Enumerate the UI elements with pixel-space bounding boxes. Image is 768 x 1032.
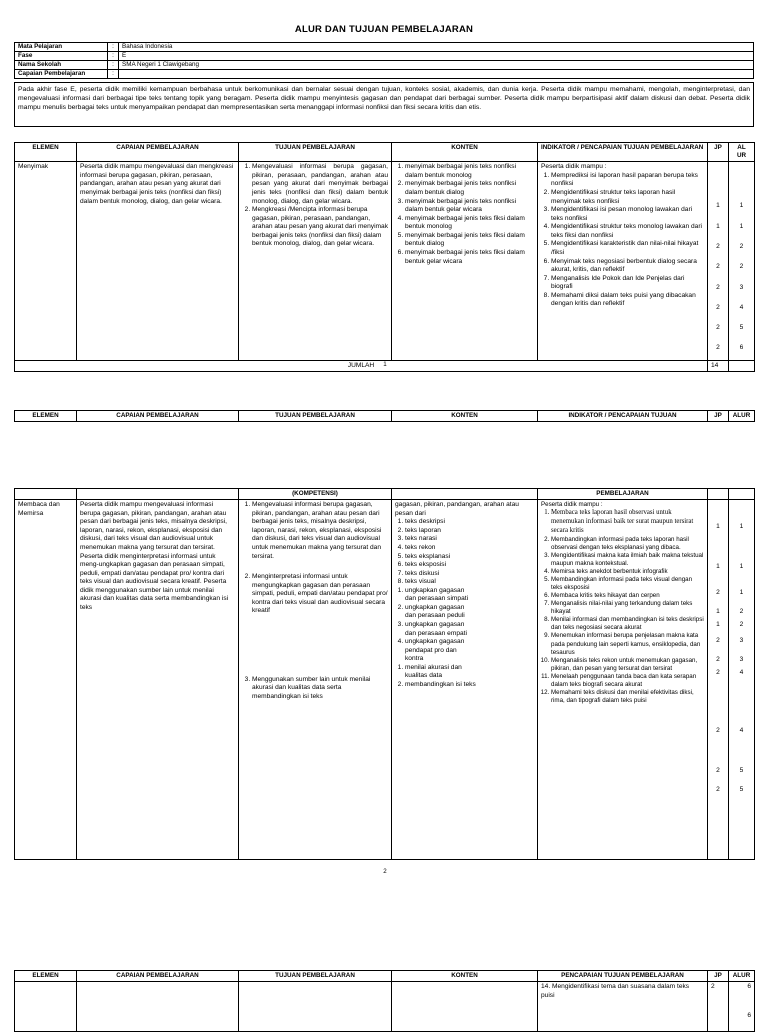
- info-separator: :: [108, 52, 119, 61]
- table-header-row: [15, 143, 755, 162]
- alur-value: 2: [739, 621, 744, 629]
- table-row: [15, 500, 755, 860]
- objective-item: 1. Mengevaluasi informasi berupa gagasan, pikiran, perasaan, pandangan, arahan atau pesan yang akurat dari menyimak berbagai jenis teks (nonfiksi dan fiksi) dalam bentuk monolog, dialog, dan gelar wicara.: [252, 163, 388, 206]
- column-header: TUJUAN PEMBELAJARAN: [239, 971, 392, 982]
- column-header: AL UR: [729, 143, 755, 162]
- total-label: JUMLAH: [15, 360, 708, 372]
- info-value: Bahasa Indonesia: [119, 43, 754, 52]
- indicator-item: 3. Mengidentifikasi isi pesan monolog lawakan dari teks nonfiksi: [551, 206, 704, 223]
- indicator-item: 2. Membandingkan informasi pada teks laporan hasil observasi dengan teks eksplanasi yang dibaca.: [551, 536, 704, 552]
- alur-value: 1: [739, 589, 744, 597]
- column-header: JP: [708, 143, 729, 162]
- alur-value: 5: [739, 767, 744, 775]
- jp-value: 2: [716, 669, 720, 677]
- jp-value: 1: [716, 621, 720, 629]
- jp-value: 2: [716, 283, 720, 291]
- indicator-item: 11. Menelaah penggunaan tanda baca dan kata serapan dalam teks biografi secara akurat: [551, 673, 704, 689]
- indicator-item: 7. Menganalisis Ide Pokok dan Ide Penjelas dari biografi: [551, 275, 704, 292]
- indicator-item: 1. Memprediksi isi laporan hasil paparan berupa teks nonfiksi: [551, 172, 704, 189]
- empty-header: [392, 489, 538, 500]
- indicator-intro: Peserta didik mampu :: [541, 163, 607, 171]
- column-header: KONTEN: [392, 411, 538, 422]
- info-label: Nama Sekolah: [15, 61, 108, 70]
- column-header: ALUR: [729, 971, 755, 982]
- jp-value: 2: [708, 982, 729, 1032]
- jp-value: 1: [716, 222, 720, 230]
- content-item: 5. menyimak berbagai jenis teks fiksi dalam bentuk dialog: [405, 232, 534, 249]
- indicator-item: 5. Mengidentifikasi karakteristik dan nilai-nilai hikayat /fiksi: [551, 240, 704, 257]
- learning-table-2-header: [14, 410, 755, 422]
- indicator-item: 8. Memahami diksi dalam teks puisi yang dibacakan dengan kritis dan reflektif: [551, 292, 704, 309]
- jp-value: 2: [716, 656, 720, 664]
- column-header: (KOMPETENSI): [239, 489, 392, 500]
- page-number: 1: [383, 361, 387, 368]
- jp-value: 2: [716, 727, 720, 735]
- indicator-item: 1. Membaca teks laporan hasil observasi untuk menemukan informasi baik ter surat maupun tersirat secara kritis: [551, 509, 704, 535]
- alur-value: 2: [739, 608, 744, 616]
- content-item: 6. teks eksposisi: [405, 561, 534, 570]
- info-table: [14, 42, 754, 79]
- content-item: 2. teks laporan: [405, 527, 534, 536]
- content-item: 4. ungkapkan gagasan pendapat pro dan kontra: [405, 638, 469, 664]
- column-header: INDIKATOR / PENCAPAIAN TUJUAN: [538, 411, 708, 422]
- learning-table-1: [14, 142, 755, 372]
- alur-value: 6: [747, 1011, 751, 1019]
- info-label: Fase: [15, 52, 108, 61]
- table-header-row: [15, 489, 755, 500]
- column-header: PEMBELAJARAN: [538, 489, 708, 500]
- jp-value: 2: [716, 786, 720, 794]
- indicator-item: 12. Memahami teks diskusi dan menilai efektivitas diksi, rima, dan tipografi dalam teks puisi: [551, 689, 704, 705]
- table-row: [15, 982, 755, 1032]
- column-header: JP: [708, 971, 729, 982]
- indicator-item: 4. Mengidentifikasi struktur teks monolog lawakan dari teks fiksi dan nonfiksi: [551, 223, 704, 240]
- alur-value: 5: [739, 324, 744, 332]
- jp-cell: [708, 162, 729, 360]
- info-value: SMA Negeri 1 Clawigebang: [119, 61, 754, 70]
- alur-cell: [729, 500, 755, 860]
- empty-cell: [729, 360, 755, 372]
- content-item: 2. ungkapkan gagasan dan perasaan peduli: [405, 604, 469, 621]
- jp-value: 2: [716, 637, 720, 645]
- info-separator: :: [108, 61, 119, 70]
- column-header: CAPAIAN PEMBELAJARAN: [77, 971, 239, 982]
- column-header: ALUR: [729, 411, 755, 422]
- info-value: E: [119, 52, 754, 61]
- indicator-item: 14. Mengidentifikasi tema dan suasana dalam teks puisi: [538, 982, 708, 1032]
- column-header: KONTEN: [392, 143, 538, 162]
- column-header: ELEMEN: [15, 143, 77, 162]
- content-item: 2. menyimak berbagai jenis teks nonfiksi dalam bentuk dialog: [405, 180, 534, 197]
- indicator-item: 8. Menilai informasi dan membandingkan isi teks deskripsi dan teks negosiasi secara akurat: [551, 616, 704, 632]
- objectives-cell: [239, 162, 392, 360]
- content-item: 8. teks visual: [405, 578, 534, 587]
- jp-value: 2: [716, 324, 720, 332]
- alur-value: 1: [739, 222, 744, 230]
- alur-value: 1: [739, 202, 744, 210]
- learning-table-3: [14, 488, 755, 860]
- alur-cell: [729, 162, 755, 360]
- column-header: JP: [708, 411, 729, 422]
- content-item: 1. ungkapkan gagasan dan perasaan simpati: [405, 587, 469, 604]
- indicator-cell: [538, 162, 708, 360]
- alur-value: 3: [739, 637, 744, 645]
- content-intro: gagasan, pikiran, pandangan, arahan atau pesan dari: [395, 501, 519, 517]
- content-item: 1. menyimak berbagai jenis teks nonfiksi dalam bentuk monolog: [405, 163, 534, 180]
- indicator-item: 5. Membandingkan informasi pada teks visual dengan teks eksposisi: [551, 576, 704, 592]
- content-item: 2. membandingkan isi teks: [405, 681, 477, 690]
- empty-cell: [392, 982, 538, 1032]
- indicator-item: 3. Mengidentifikasi makna kata ilmiah baik makna tekstual maupun makna kontekstual.: [551, 552, 704, 568]
- content-item: 4. teks rekon: [405, 544, 534, 553]
- indicator-cell: [538, 500, 708, 860]
- objective-item: 2. Menginterpretasi informasi untuk mengungkapkan gagasan dan perasaan simpati, peduli, empati dan/atau pendapat pro/ kontra dari teks visual dan audiovisual secara kreatif: [252, 573, 388, 616]
- content-item: 7. teks diskusi: [405, 570, 534, 579]
- column-header: TUJUAN PEMBELAJARAN: [239, 143, 392, 162]
- alur-value: 4: [739, 669, 744, 677]
- indicator-item: 4. Memirsa teks anekdot berbentuk infografik: [551, 568, 704, 576]
- column-header: KONTEN: [392, 971, 538, 982]
- column-header: CAPAIAN PEMBELAJARAN: [77, 411, 239, 422]
- indicator-item: 6. Membaca kritis teks hikayat dan cerpen: [551, 592, 704, 600]
- table-row: [15, 162, 755, 360]
- column-header: PENCAPAIAN TUJUAN PEMBELAJARAN: [538, 971, 708, 982]
- empty-cell: [15, 982, 77, 1032]
- jp-value: 2: [716, 263, 720, 271]
- indicator-item: 10. Menganalisis teks rekon untuk menemukan gagasan, pikiran, dan pesan yang tersurat dan tersirat: [551, 657, 704, 673]
- alur-value: 3: [739, 283, 744, 291]
- info-label: Capaian Pembelajaran: [15, 70, 108, 79]
- column-header: CAPAIAN PEMBELAJARAN: [77, 143, 239, 162]
- empty-header: [729, 489, 755, 500]
- jp-value: 2: [716, 589, 720, 597]
- alur-value: 5: [739, 786, 744, 794]
- info-row-subject: [15, 43, 754, 52]
- jp-value: 1: [716, 523, 720, 531]
- column-header: ELEMEN: [15, 411, 77, 422]
- empty-header: [15, 489, 77, 500]
- alur-value: 3: [739, 656, 744, 664]
- alur-value: 1: [739, 523, 744, 531]
- content-cell: [392, 162, 538, 360]
- jp-cell: [708, 500, 729, 860]
- info-label: Mata Pelajaran: [15, 43, 108, 52]
- indicator-item: 2. Mengidentifikasi struktur teks laporan hasil menyimak teks nonfiksi: [551, 189, 704, 206]
- jp-value: 2: [716, 344, 720, 352]
- jp-value: 1: [716, 608, 720, 616]
- empty-header: [708, 489, 729, 500]
- element-cell: Membaca dan Memirsa: [15, 500, 77, 860]
- objective-item: 2. Mengkreasi /Mencipta informasi berupa gagasan, pikiran, perasaan, pandangan, arahan atau pesan yang akurat dari menyimak berbagai jenis teks (nonfiksi dan fiksi) dalam bentuk monolog, dialog, dan gelar wicara.: [252, 206, 388, 249]
- empty-cell: [239, 982, 392, 1032]
- jp-value: 2: [716, 242, 720, 250]
- jp-value: 1: [716, 202, 720, 210]
- info-row-phase: [15, 52, 754, 61]
- content-item: 1. teks deskripsi: [405, 518, 534, 527]
- content-item: 4. menyimak berbagai jenis teks fiksi dalam bentuk monolog: [405, 215, 534, 232]
- indicator-intro: Peserta didik mampu :: [541, 501, 603, 509]
- column-header: TUJUAN PEMBELAJARAN: [239, 411, 392, 422]
- objective-item: 1. Mengevaluasi informasi berupa gagasan, pikiran, pandangan, arahan atau pesan dari berbagai jenis teks, misalnya deskripsi, laporan, narasi, rekon, eksplanasi, eksposisi dan diskusi, dari teks visual dan audiovisual untuk menemukan makna yang tersurat dan tersirat.: [252, 501, 388, 561]
- total-value: 14: [708, 360, 729, 372]
- alur-value: 6: [739, 344, 744, 352]
- info-row-school: [15, 61, 754, 70]
- alur-value: 4: [739, 727, 744, 735]
- column-header: ELEMEN: [15, 971, 77, 982]
- indicator-item: 6. Menyimak teks negosiasi berbentuk dialog secara akurat, kritis, dan reflektif: [551, 258, 704, 275]
- alur-value: 6: [747, 983, 751, 991]
- content-cell: [392, 500, 538, 860]
- info-separator: :: [108, 70, 119, 79]
- table-header-row: [15, 971, 755, 982]
- jp-value: 2: [716, 303, 720, 311]
- page-number: 2: [383, 868, 387, 875]
- alur-value: 2: [739, 242, 744, 250]
- objectives-cell: [239, 500, 392, 860]
- achievement-cell: Peserta didik mampu mengevaluasi dan mengkreasi informasi berupa gagasan, pikiran, perasaan, pandangan, arahan atau pesan yang akurat dari menyimak berbagai jenis teks (nonfiksi dan fiksi) dalam bentuk monolog, dialog, dan gelar wicara.: [77, 162, 239, 360]
- jp-value: 1: [716, 563, 720, 571]
- achievement-cell: Peserta didik mampu mengevaluasi informasi berupa gagasan, pikiran, pandangan, arahan atau pesan dari berbagai jenis teks, misalnya deskripsi, laporan, narasi, rekon, eksplanasi, eksposisi dan diskusi, dari teks visual dan audiovisual untuk menemukan makna yang tersurat dan tersirat. Peserta didik menginterpretasi informasi untuk meng-ungkapkan gagasan dan perasaan simpati, peduli, empati dan/atau pendapat pro/ kontra dari teks visual dan audiovisual secara kreatif. Peserta didik menggunakan sumber lain untuk menilai akurasi dan kualitas data serta membandingkan isi teks: [77, 500, 239, 860]
- alur-value: 2: [739, 263, 744, 271]
- content-item: 3. ungkapkan gagasan dan perasaan empati: [405, 621, 469, 638]
- info-separator: :: [108, 43, 119, 52]
- document-title: ALUR DAN TUJUAN PEMBELAJARAN: [294, 24, 474, 35]
- content-item: 5. teks eksplanasi: [405, 553, 534, 562]
- empty-header: [77, 489, 239, 500]
- alur-cell: [729, 982, 755, 1032]
- table-header-row: [15, 411, 755, 422]
- jp-value: 2: [716, 767, 720, 775]
- alur-value: 4: [739, 303, 744, 311]
- info-value: [119, 70, 754, 79]
- content-item: 1. menilai akurasi dan kualitas data: [405, 664, 477, 681]
- alur-value: 1: [739, 563, 744, 571]
- indicator-item: 7. Menganalisis nilai-nilai yang terkandung dalam teks hikayat: [551, 600, 704, 616]
- objective-item: 3. Menggunakan sumber lain untuk menilai akurasi dan kualitas data serta membandingkan isi teks: [252, 676, 388, 702]
- empty-cell: [77, 982, 239, 1032]
- achievement-description: Pada akhir fase E, peserta didik memiliki kemampuan berbahasa untuk berkomunikasi dan bernalar sesuai dengan tujuan, konteks sosial, akademis, dan dunia kerja. Peserta didik mampu memahami, mengolah, menginterpretasi, dan mengevaluasi informasi dari berbagai tipe teks tentang topik yang beragam. Peserta didik mampu menyintesis gagasan dan pendapat dari berbagai sumber. Peserta didik mampu berpartisipasi aktif dalam diskusi dan debat. Peserta didik mampu menulis berbagai teks untuk menyampaikan pendapat dan mempresentasikan serta menanggapi informasi nonfiksi dan fiksi secara kritis dan etis.: [14, 82, 754, 127]
- learning-table-4: [14, 970, 755, 1032]
- content-item: 3. menyimak berbagai jenis teks nonfiksi dalam bentuk gelar wicara: [405, 198, 534, 215]
- indicator-item: 9. Menemukan informasi berupa penjelasan makna kata pada pendukung lain seperti kamus, ensiklopedia, dan tesaurus: [551, 632, 704, 656]
- content-item: 3. teks narasi: [405, 535, 534, 544]
- content-item: 6. menyimak berbagai jenis teks fiksi dalam bentuk gelar wicara: [405, 249, 534, 266]
- info-row-achievement: [15, 70, 754, 79]
- column-header: INDIKATOR / PENCAPAIAN TUJUAN PEMBELAJARAN: [538, 143, 708, 162]
- element-cell: Menyimak: [15, 162, 77, 360]
